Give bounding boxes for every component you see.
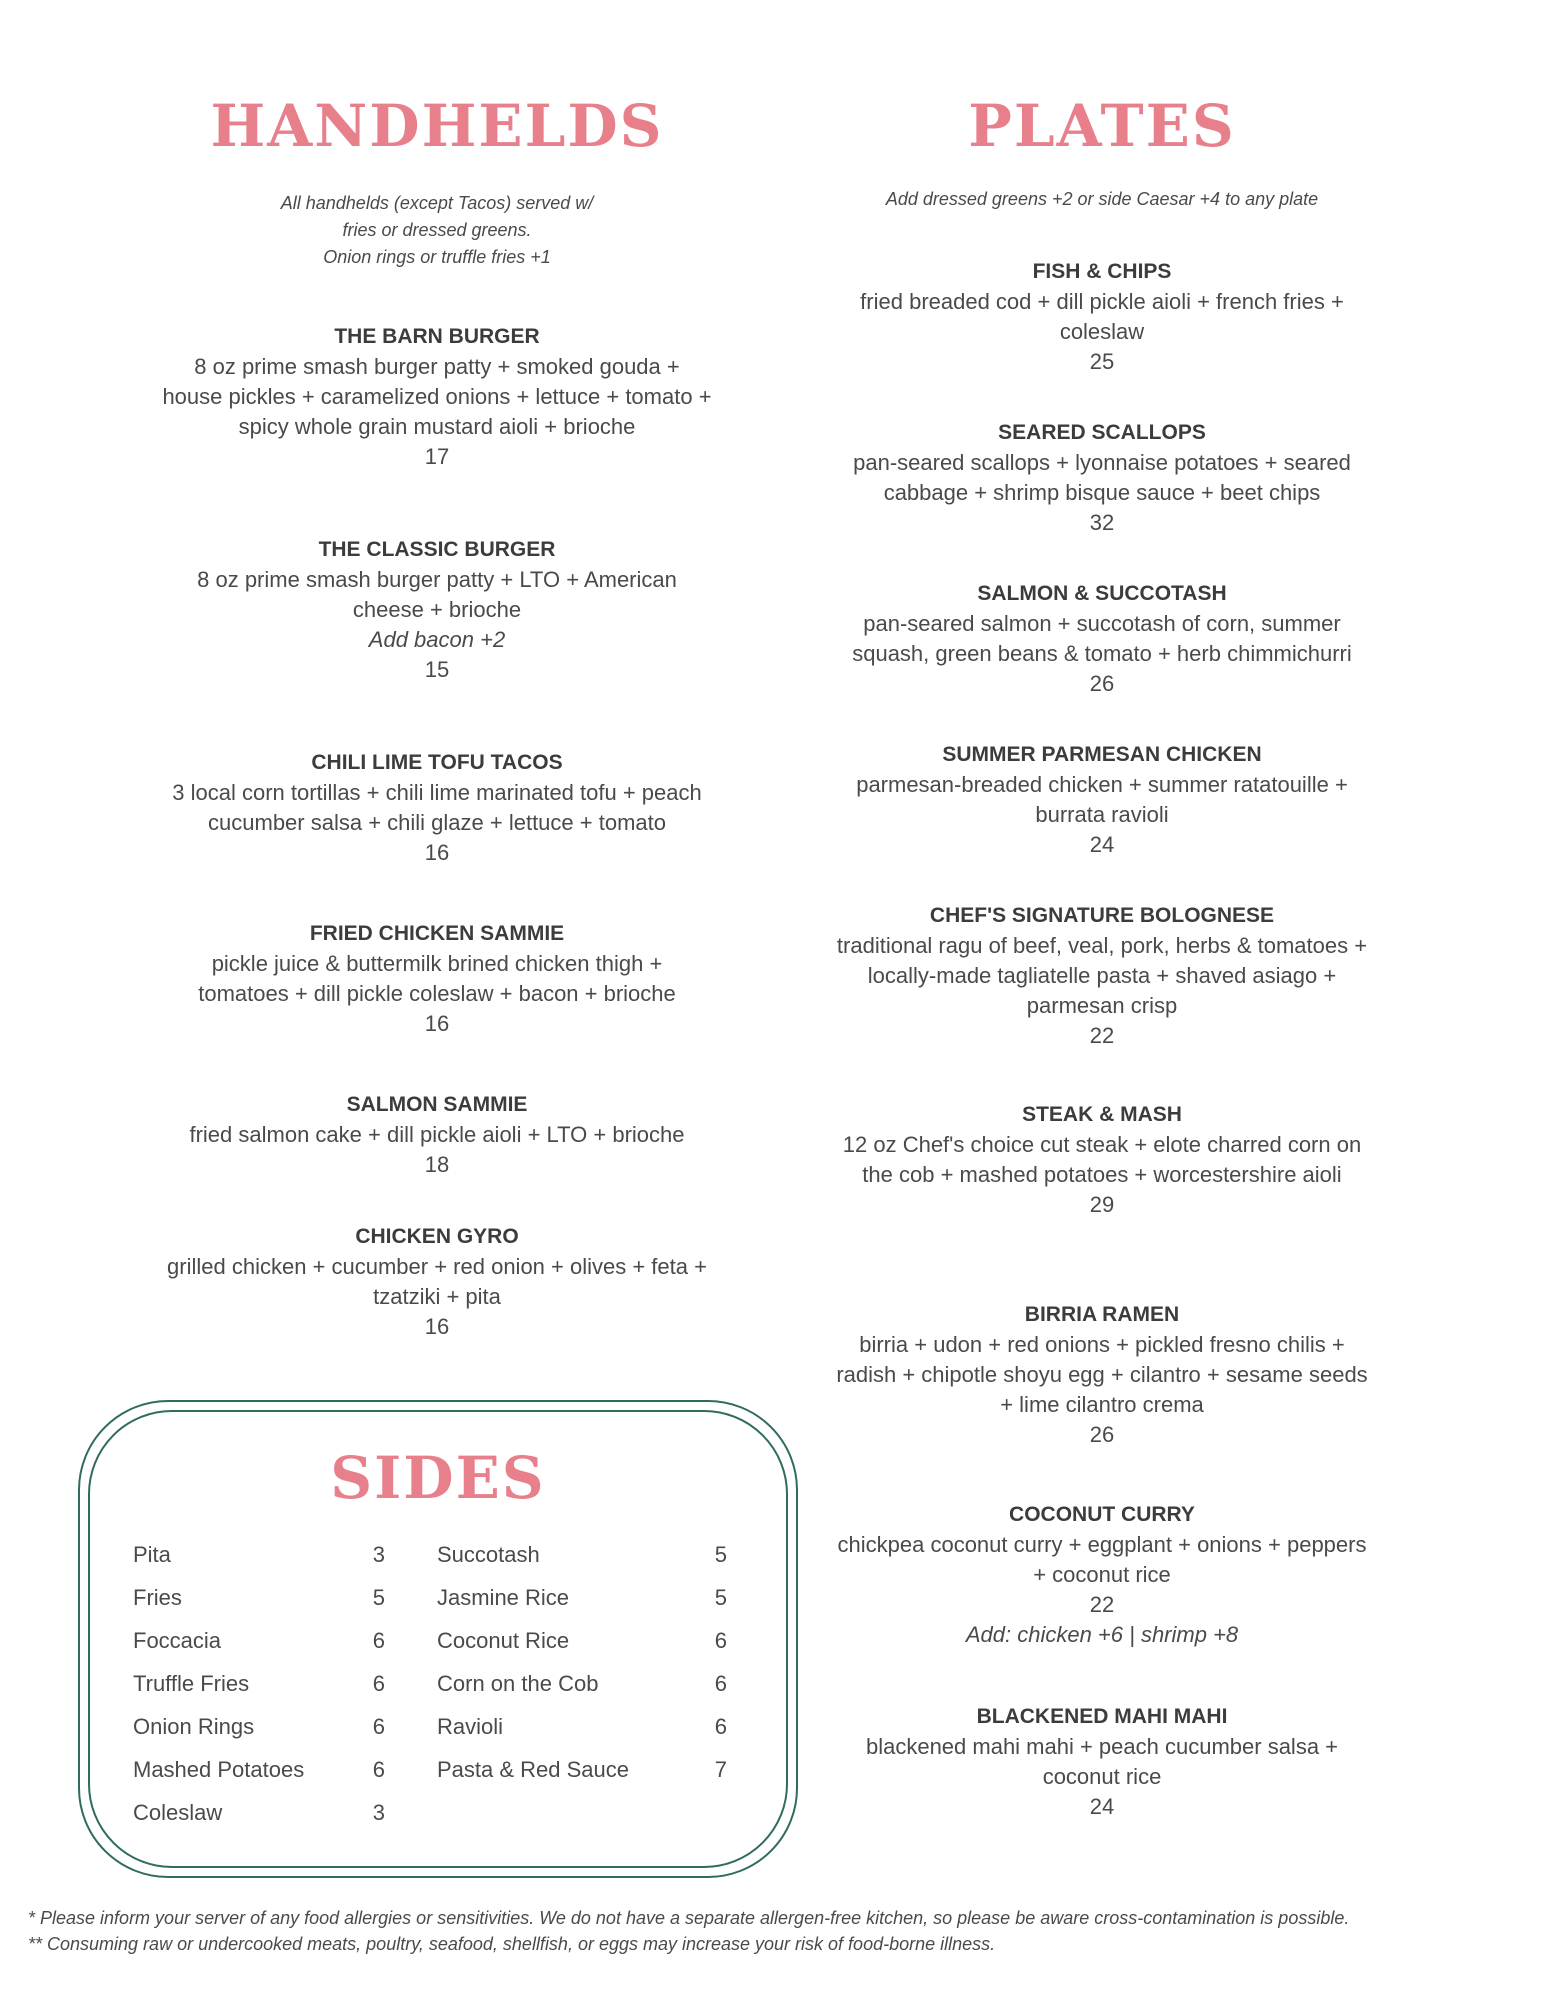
item-name: FRIED CHICKEN SAMMIE xyxy=(309,922,565,945)
plates-note: Add dressed greens +2 or side Caesar +4 to any plate xyxy=(885,189,1319,209)
item-desc: + coconut rice xyxy=(1033,1562,1171,1587)
item-price: 16 xyxy=(424,1314,450,1339)
item-name: BIRRIA RAMEN xyxy=(1024,1303,1180,1326)
menu-item-classic-burger xyxy=(107,535,767,685)
side-price: 5 xyxy=(372,1585,385,1610)
side-item xyxy=(133,1663,385,1705)
item-desc: locally-made tagliatelle pasta + shaved asiago + xyxy=(867,963,1337,988)
side-name: Onion Rings xyxy=(133,1714,255,1739)
item-price: 18 xyxy=(424,1152,450,1177)
item-name: SALMON & SUCCOTASH xyxy=(977,582,1227,605)
item-price: 22 xyxy=(1089,1592,1115,1617)
item-price: 17 xyxy=(424,444,450,469)
item-desc: cabbage + shrimp bisque sauce + beet chips xyxy=(883,480,1321,505)
item-desc: pickle juice & buttermilk brined chicken thigh + xyxy=(211,951,663,976)
side-item xyxy=(133,1749,385,1791)
item-desc: cheese + brioche xyxy=(352,597,522,622)
item-desc: squash, green beans & tomato + herb chimmichurri xyxy=(852,641,1352,666)
item-desc: parmesan-breaded chicken + summer ratatouille + xyxy=(856,772,1348,797)
item-desc: spicy whole grain mustard aioli + brioche xyxy=(238,414,636,439)
item-desc: pan-seared salmon + succotash of corn, summer xyxy=(863,611,1341,636)
item-desc: traditional ragu of beef, veal, pork, herbs & tomatoes + xyxy=(836,933,1368,958)
item-desc: coconut rice xyxy=(1042,1764,1162,1789)
item-price: 26 xyxy=(1089,1422,1115,1447)
side-price: 6 xyxy=(372,1757,385,1782)
item-name: FISH & CHIPS xyxy=(1032,260,1172,283)
item-name: COCONUT CURRY xyxy=(1009,1503,1195,1526)
item-desc: pan-seared scallops + lyonnaise potatoes + seared xyxy=(853,450,1351,475)
side-price: 3 xyxy=(372,1800,385,1825)
item-name: CHILI LIME TOFU TACOS xyxy=(311,751,563,774)
item-price: 29 xyxy=(1089,1192,1115,1217)
disclaimer-raw-food: ** Consuming raw or undercooked meats, poultry, seafood, shellfish, or eggs may increase your risk of food-borne illness. xyxy=(28,1934,996,1954)
side-item xyxy=(437,1663,727,1705)
item-desc: fried salmon cake + dill pickle aioli + LTO + brioche xyxy=(189,1122,685,1147)
item-desc: parmesan crisp xyxy=(1026,993,1178,1018)
item-name: CHEF'S SIGNATURE BOLOGNESE xyxy=(929,904,1275,927)
item-addon: Add: chicken +6 | shrimp +8 xyxy=(965,1622,1239,1647)
menu-item-coconut-curry xyxy=(772,1500,1432,1650)
item-price: 26 xyxy=(1089,671,1115,696)
side-item xyxy=(133,1534,385,1576)
side-price: 6 xyxy=(714,1671,727,1696)
handhelds-note-line: fries or dressed greens. xyxy=(342,220,532,240)
side-item xyxy=(437,1749,727,1791)
item-desc: blackened mahi mahi + peach cucumber salsa + xyxy=(865,1734,1339,1759)
item-desc: 3 local corn tortillas + chili lime marinated tofu + peach xyxy=(172,780,702,805)
item-desc: coleslaw xyxy=(1059,319,1145,344)
item-desc: radish + chipotle shoyu egg + cilantro + sesame seeds xyxy=(836,1362,1368,1387)
item-desc: burrata ravioli xyxy=(1035,802,1169,827)
side-item xyxy=(133,1792,385,1834)
side-price: 6 xyxy=(714,1628,727,1653)
side-item xyxy=(133,1706,385,1748)
side-price: 3 xyxy=(372,1542,385,1567)
item-name: SUMMER PARMESAN CHICKEN xyxy=(942,743,1262,766)
item-desc: the cob + mashed potatoes + worcestershire aioli xyxy=(862,1162,1342,1187)
side-price: 7 xyxy=(714,1757,727,1782)
item-desc: fried breaded cod + dill pickle aioli + french fries + xyxy=(860,289,1344,314)
menu-item-barn-burger xyxy=(107,322,767,472)
sides-box xyxy=(78,1400,798,1878)
menu-item-blackened-mahi-mahi xyxy=(772,1702,1432,1822)
menu-item-steak-mash xyxy=(772,1100,1432,1220)
side-name: Succotash xyxy=(437,1542,540,1567)
item-price: 24 xyxy=(1089,832,1115,857)
menu-item-salmon-sammie xyxy=(107,1090,767,1180)
side-name: Jasmine Rice xyxy=(437,1585,570,1610)
item-desc: chickpea coconut curry + eggplant + onions + peppers xyxy=(837,1532,1367,1557)
item-desc: tomatoes + dill pickle coleslaw + bacon + brioche xyxy=(198,981,676,1006)
item-name: STEAK & MASH xyxy=(1022,1103,1182,1126)
side-name: Truffle Fries xyxy=(133,1671,250,1696)
item-desc: grilled chicken + cucumber + red onion + olives + feta + xyxy=(167,1254,707,1279)
side-name: Ravioli xyxy=(437,1714,504,1739)
plates-title: PLATES xyxy=(968,92,1236,160)
side-name: Coconut Rice xyxy=(437,1628,570,1653)
side-price: 5 xyxy=(714,1585,727,1610)
item-desc: tzatziki + pita xyxy=(373,1284,501,1309)
side-name: Corn on the Cob xyxy=(437,1671,599,1696)
item-desc: house pickles + caramelized onions + lettuce + tomato + xyxy=(162,384,712,409)
item-desc: 8 oz prime smash burger patty + LTO + American xyxy=(197,567,677,592)
menu-item-summer-parmesan-chicken xyxy=(772,740,1432,860)
item-name: BLACKENED MAHI MAHI xyxy=(976,1705,1228,1728)
menu-item-tofu-tacos xyxy=(107,748,767,868)
item-price: 22 xyxy=(1089,1023,1115,1048)
menu-item-bolognese xyxy=(772,901,1432,1051)
disclaimer xyxy=(28,1905,1528,1957)
side-name: Pita xyxy=(133,1542,171,1567)
side-price: 6 xyxy=(372,1671,385,1696)
item-desc: 12 oz Chef's choice cut steak + elote charred corn on xyxy=(842,1132,1362,1157)
handhelds-title: HANDHELDS xyxy=(210,92,664,160)
handhelds-note-line: All handhelds (except Tacos) served w/ xyxy=(280,193,594,213)
side-item xyxy=(133,1577,385,1619)
side-name: Foccacia xyxy=(133,1628,222,1653)
item-name: THE CLASSIC BURGER xyxy=(318,538,556,561)
item-name: SALMON SAMMIE xyxy=(346,1093,528,1116)
item-desc: cucumber salsa + chili glaze + lettuce + tomato xyxy=(208,810,666,835)
disclaimer-allergy: * Please inform your server of any food allergies or sensitivities. We do not have a separate allergen-free kitchen, so please be aware cross-contamination is possible. xyxy=(28,1908,1350,1928)
menu-item-fried-chicken-sammie xyxy=(107,919,767,1039)
side-item xyxy=(437,1620,727,1662)
side-item xyxy=(133,1620,385,1662)
item-name: SEARED SCALLOPS xyxy=(998,421,1206,444)
side-name: Pasta & Red Sauce xyxy=(437,1757,630,1782)
side-price: 6 xyxy=(372,1628,385,1653)
menu-item-birria-ramen xyxy=(772,1300,1432,1450)
side-price: 6 xyxy=(372,1714,385,1739)
item-desc: 8 oz prime smash burger patty + smoked gouda + xyxy=(194,354,680,379)
side-name: Fries xyxy=(133,1585,182,1610)
side-item xyxy=(437,1706,727,1748)
item-name: CHICKEN GYRO xyxy=(355,1225,519,1248)
side-price: 6 xyxy=(714,1714,727,1739)
item-addon: Add bacon +2 xyxy=(368,627,506,652)
handhelds-note xyxy=(107,190,767,271)
item-price: 25 xyxy=(1089,349,1115,374)
handhelds-note-line: Onion rings or truffle fries +1 xyxy=(323,247,551,267)
item-price: 32 xyxy=(1089,510,1115,535)
menu-item-fish-chips xyxy=(772,257,1432,377)
item-price: 15 xyxy=(424,657,450,682)
side-item xyxy=(437,1577,727,1619)
item-desc: birria + udon + red onions + pickled fresno chilis + xyxy=(859,1332,1345,1357)
item-price: 16 xyxy=(424,1011,450,1036)
menu-item-chicken-gyro xyxy=(107,1222,767,1342)
menu-item-seared-scallops xyxy=(772,418,1432,538)
item-desc: + lime cilantro crema xyxy=(1000,1392,1204,1417)
side-name: Coleslaw xyxy=(133,1800,223,1825)
side-price: 5 xyxy=(714,1542,727,1567)
menu-item-salmon-succotash xyxy=(772,579,1432,699)
side-name: Mashed Potatoes xyxy=(133,1757,305,1782)
item-price: 24 xyxy=(1089,1794,1115,1819)
sides-title: SIDES xyxy=(330,1444,546,1512)
item-price: 16 xyxy=(424,840,450,865)
side-item xyxy=(437,1534,727,1576)
item-name: THE BARN BURGER xyxy=(334,325,540,348)
